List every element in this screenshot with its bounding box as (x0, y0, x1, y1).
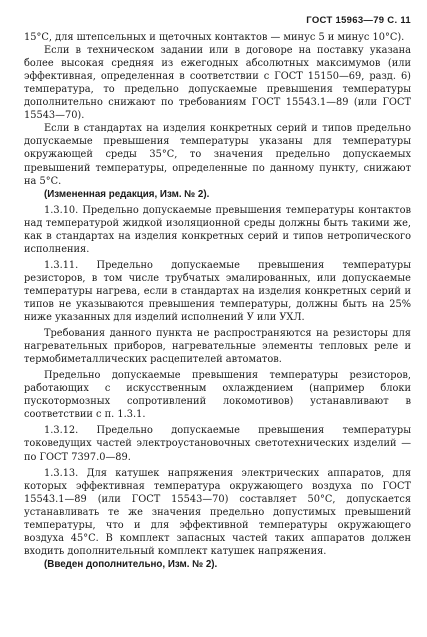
paragraph-higher-temperature: Если в техническом задании или в договоре на поставку указана более высокая средняя из ежегодных абсолютных максимумов (или эффективная, определенная в соответствии с ГОСТ 15150—69, разд. 6) температура, то предельно допускаемые превышения температуры дополнительно снижают по требованиям ГОСТ 15543.1—89 (или ГОСТ 15543—70). (24, 45, 411, 122)
paragraph-continuation: 15°С, для штепсельных и щеточных контактов — минус 5 и минус 10°С). (24, 32, 405, 44)
clause-1-3-10: 1.3.10. Предельно допускаемые превышения температуры контактов над температурой жидкой изоляционной среды должны быть такими же, как в стандартах на изделия конкретных серий и типов нетропического исполнения. (24, 204, 411, 255)
clause-1-3-11: 1.3.11. Предельно допускаемые превышения температуры резисторов, в том числе трубчатых эмалированных, или допускаемые температуры нагрева, если в стандартах на изделия конкретных серий и типов не указываются превышения температуры, должны быть на 25% ниже указанных для изделий исполнений У или УХЛ. (24, 259, 411, 324)
paragraph-forced-cooling: Предельно допускаемые превышения температуры резисторов, работающих с искусственным охлаждением (например блоки пускотормозных сопротивлений локомотивов) устанавливают в соответствии с п. 1.3.1. (24, 370, 411, 421)
paragraph-35-degrees: Если в стандартах на изделия конкретных серий и типов предельно допускаемые превышения температуры указаны для температуры окружающей среды 35°С, то значения предельно допускаемых превышений температуры, определенные по данному пункту, снижают на 5°С. (24, 123, 411, 187)
paragraph-resistor-exceptions: Требования данного пункта не распространяются на резисторы для нагревательных приборов, нагревательные элементы тепловых реле и термобиметаллических расцепителей автоматов. (24, 328, 411, 366)
amendment-note-1: (Измененная редакция, Изм. № 2). (44, 188, 210, 200)
clause-1-3-12: 1.3.12. Предельно допускаемые превышения температуры токоведущих частей электроустановочных светотехнических изделий — по ГОСТ 7397.0—89. (24, 425, 411, 463)
amendment-note-2: (Введен дополнительно, Изм. № 2). (44, 558, 218, 570)
clause-1-3-13: 1.3.13. Для катушек напряжения электрических аппаратов, для которых эффективная температура окружающего воздуха по ГОСТ 15543.1—89 (или ГОСТ 15543—70) составляет 50°С, допускается устанавливать те же значения предельно допустимых превышений температуры, что и для эффективной температуры окружающего воздуха 45°С. В комплект запасных частей таких аппаратов должен входить дополнительный комплект катушек напряжения. (24, 467, 411, 557)
running-head: ГОСТ 15963—79 С. 11 (306, 15, 411, 26)
